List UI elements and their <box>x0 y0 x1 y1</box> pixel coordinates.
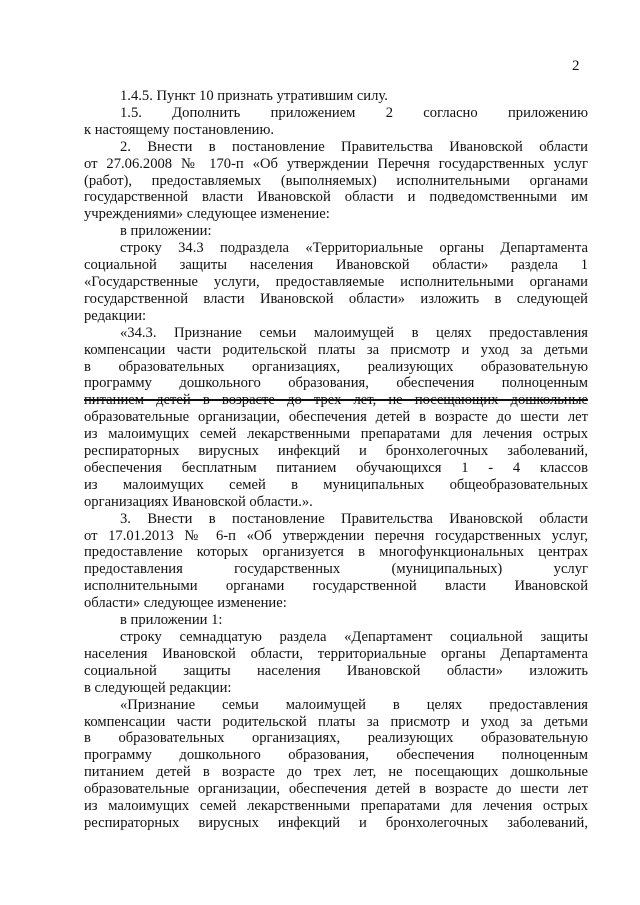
text-line: «34.3. Признание семьи малоимущей в целях предоставления <box>120 324 588 341</box>
text-line: 3. Внести в постановление Правительства Ивановской области <box>120 510 588 527</box>
text-line: в следующей редакции: <box>84 679 232 696</box>
text-line: 2. Внести в постановление Правительства Ивановской области <box>120 138 588 155</box>
text-line: социальной защиты населения Ивановской области» раздела 1 <box>84 257 588 274</box>
text-line: к настоящему постановлению. <box>84 121 275 138</box>
text-line: строку 34.3 подраздела «Территориальные органы Департамента <box>120 240 588 257</box>
text-line: «Признание семьи малоимущей в целях предоставления <box>120 696 588 713</box>
text-line: населения Ивановской области, территориальные органы Департамента <box>84 645 588 662</box>
text-line: в приложении 1: <box>120 612 223 629</box>
text-line: в образовательных организациях, реализующих образовательную <box>84 358 588 375</box>
text-line: редакции: <box>84 307 147 324</box>
text-line: питанием детей в возрасте до трех лет, не посещающих дошкольные <box>84 392 588 409</box>
text-line: строку семнадцатую раздела «Департамент социальной защиты <box>120 629 588 645</box>
text-line: из малоимущих семей лекарственными препаратами для лечения острых <box>84 426 588 443</box>
text-line: (работ), предоставляемых (выполняемых) исполнительными органами <box>84 172 588 189</box>
text-line: программу дошкольного образования, обеспечения полноценным <box>84 747 588 764</box>
text-line: программу дошкольного образования, обеспечения полноценным <box>84 375 588 392</box>
text-line: компенсации части родительской платы за присмотр и уход за детьми <box>84 341 588 358</box>
text-line: компенсации части родительской платы за присмотр и уход за детьми <box>84 713 588 730</box>
text-line: образовательные организации, обеспечения детей в возрасте до шести лет <box>84 409 588 426</box>
text-line: от 17.01.2013 № 6-п «Об утверждении перечня государственных услуг, <box>84 527 588 544</box>
text-line: обеспечения бесплатным питанием обучающихся 1 - 4 классов <box>84 459 588 476</box>
text-line: из малоимущих семей в муниципальных общеобразовательных <box>84 476 588 493</box>
text-line: респираторных вирусных инфекций и бронхолегочных заболеваний, <box>84 443 588 460</box>
text-line: 1.5. Дополнить приложением 2 согласно приложению <box>120 104 588 121</box>
page-number: 2 <box>572 58 580 74</box>
text-line: предоставления государственных (муниципальных) услуг <box>84 561 588 578</box>
text-line: 1.4.5. Пункт 10 признать утратившим силу. <box>120 88 388 104</box>
text-line: организациях Ивановской области.». <box>84 493 313 510</box>
text-line: предоставление которых организуется в многофункциональных центрах <box>84 544 588 561</box>
text-line: государственной власти Ивановской области и подведомственными им <box>84 189 588 206</box>
document-body <box>84 88 588 832</box>
text-line: из малоимущих семей лекарственными препаратами для лечения острых <box>84 798 588 815</box>
text-line: от 27.06.2008 № 170-п «Об утверждении Перечня государственных услуг <box>84 155 588 172</box>
text-line: государственной власти Ивановской области» изложить в следующей <box>84 290 588 307</box>
text-line: в образовательных организациях, реализующих образовательную <box>84 730 588 747</box>
text-line: учреждениями» следующее изменение: <box>84 206 330 223</box>
text-line: питанием детей в возрасте до трех лет, не посещающих дошкольные <box>84 764 588 781</box>
text-line: респираторных вирусных инфекций и бронхолегочных заболеваний, <box>84 814 588 831</box>
text-line: образовательные организации, обеспечения детей в возрасте до шести лет <box>84 781 588 798</box>
text-line: в приложении: <box>120 223 212 240</box>
text-line: области» следующее изменение: <box>84 595 287 612</box>
text-line: социальной защиты населения Ивановской области» изложить <box>84 662 588 679</box>
text-line: исполнительными органами государственной власти Ивановской <box>84 578 588 595</box>
text-line: «Государственные услуги, предоставляемые исполнительными органами <box>84 273 588 290</box>
